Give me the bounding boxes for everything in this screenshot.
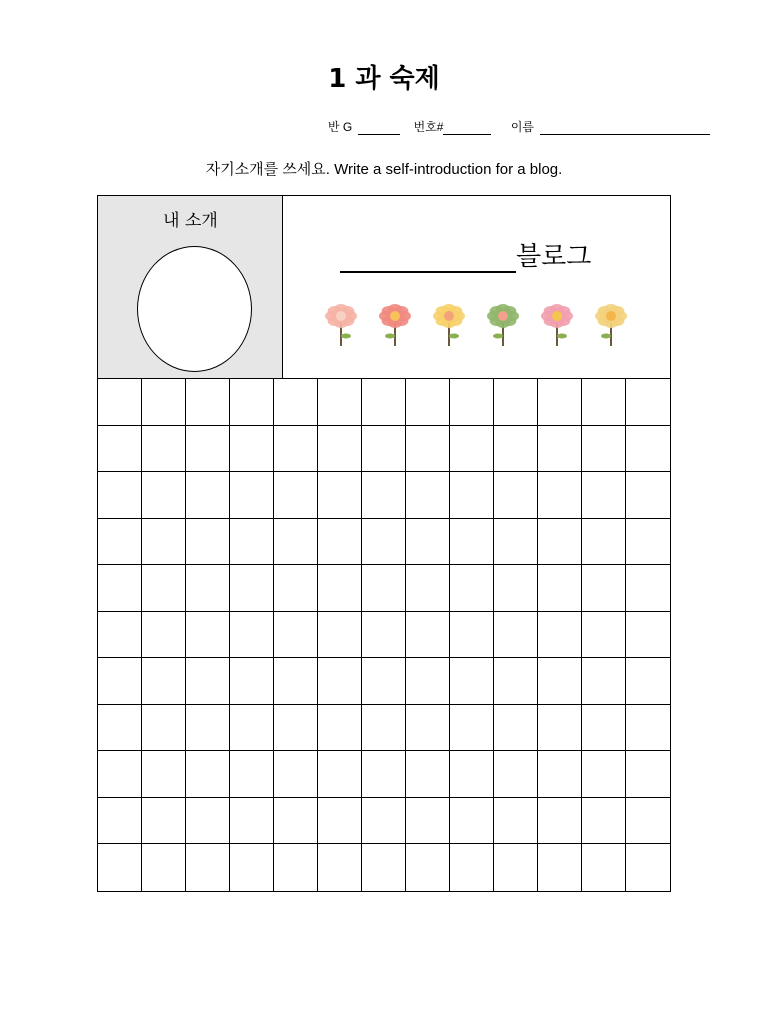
grid-cell[interactable] bbox=[318, 612, 362, 659]
grid-cell[interactable] bbox=[450, 705, 494, 752]
grid-cell[interactable] bbox=[318, 705, 362, 752]
grid-cell[interactable] bbox=[626, 565, 670, 612]
grid-cell[interactable] bbox=[318, 844, 362, 891]
grid-cell[interactable] bbox=[274, 519, 318, 566]
grid-cell[interactable] bbox=[582, 658, 626, 705]
grid-cell[interactable] bbox=[406, 612, 450, 659]
grid-cell[interactable] bbox=[450, 612, 494, 659]
grid-cell[interactable] bbox=[494, 426, 538, 473]
grid-cell[interactable] bbox=[186, 379, 230, 426]
grid-cell[interactable] bbox=[450, 751, 494, 798]
number-field[interactable] bbox=[443, 122, 491, 135]
grid-cell[interactable] bbox=[318, 751, 362, 798]
grid-cell[interactable] bbox=[230, 426, 274, 473]
grid-cell[interactable] bbox=[582, 751, 626, 798]
name-field[interactable] bbox=[540, 122, 710, 135]
grid-cell[interactable] bbox=[406, 379, 450, 426]
grid-cell[interactable] bbox=[142, 751, 186, 798]
grid-cell[interactable] bbox=[494, 472, 538, 519]
grid-cell[interactable] bbox=[186, 705, 230, 752]
pink-tulip-icon bbox=[325, 304, 357, 346]
grid-cell[interactable] bbox=[406, 472, 450, 519]
grid-cell[interactable] bbox=[450, 798, 494, 845]
grid-cell[interactable] bbox=[406, 565, 450, 612]
grid-cell[interactable] bbox=[142, 426, 186, 473]
profile-box bbox=[98, 196, 283, 378]
grid-cell[interactable] bbox=[582, 565, 626, 612]
grid-cell[interactable] bbox=[450, 658, 494, 705]
grid-cell[interactable] bbox=[494, 379, 538, 426]
grid-cell[interactable] bbox=[274, 379, 318, 426]
grid-cell[interactable] bbox=[494, 844, 538, 891]
blog-name-blank[interactable] bbox=[340, 243, 516, 273]
grid-cell[interactable] bbox=[626, 519, 670, 566]
grid-cell[interactable] bbox=[450, 844, 494, 891]
grid-cell[interactable] bbox=[362, 426, 406, 473]
grid-cell[interactable] bbox=[538, 658, 582, 705]
grid-cell[interactable] bbox=[98, 519, 142, 566]
grid-cell[interactable] bbox=[98, 658, 142, 705]
grid-cell[interactable] bbox=[450, 565, 494, 612]
grid-cell[interactable] bbox=[142, 658, 186, 705]
grid-cell[interactable] bbox=[274, 798, 318, 845]
grid-cell[interactable] bbox=[230, 379, 274, 426]
grid-cell[interactable] bbox=[626, 426, 670, 473]
grid-cell[interactable] bbox=[450, 472, 494, 519]
grid-cell[interactable] bbox=[186, 751, 230, 798]
pink-daisy-icon bbox=[541, 304, 573, 346]
grid-cell[interactable] bbox=[98, 705, 142, 752]
grid-cell[interactable] bbox=[274, 472, 318, 519]
grid-cell[interactable] bbox=[494, 751, 538, 798]
grid-cell[interactable] bbox=[142, 379, 186, 426]
grid-cell[interactable] bbox=[274, 565, 318, 612]
grid-cell[interactable] bbox=[318, 472, 362, 519]
grid-cell[interactable] bbox=[98, 426, 142, 473]
grid-cell[interactable] bbox=[406, 705, 450, 752]
page-title: 1 과 숙제 bbox=[328, 64, 440, 94]
grid-cell[interactable] bbox=[274, 705, 318, 752]
grid-cell[interactable] bbox=[582, 426, 626, 473]
number-label: 번호# bbox=[413, 120, 444, 134]
worksheet bbox=[97, 195, 671, 892]
writing-grid bbox=[98, 378, 670, 891]
grid-cell[interactable] bbox=[230, 519, 274, 566]
grid-cell[interactable] bbox=[626, 658, 670, 705]
grid-cell[interactable] bbox=[362, 379, 406, 426]
grid-cell[interactable] bbox=[582, 844, 626, 891]
grid-cell[interactable] bbox=[230, 751, 274, 798]
grid-cell[interactable] bbox=[98, 472, 142, 519]
student-info-line bbox=[328, 118, 714, 135]
grid-cell[interactable] bbox=[98, 751, 142, 798]
grid-cell[interactable] bbox=[318, 658, 362, 705]
grid-cell[interactable] bbox=[538, 705, 582, 752]
grid-cell[interactable] bbox=[450, 426, 494, 473]
grid-cell[interactable] bbox=[582, 519, 626, 566]
grid-cell[interactable] bbox=[362, 612, 406, 659]
instruction-text: 자기소개를 쓰세요. Write a self-introduction for a blog. bbox=[205, 161, 563, 178]
grid-cell[interactable] bbox=[186, 798, 230, 845]
grid-cell[interactable] bbox=[362, 519, 406, 566]
grid-cell[interactable] bbox=[362, 844, 406, 891]
grid-cell[interactable] bbox=[538, 472, 582, 519]
grid-cell[interactable] bbox=[142, 472, 186, 519]
grid-cell[interactable] bbox=[230, 472, 274, 519]
grid-cell[interactable] bbox=[142, 612, 186, 659]
grid-cell[interactable] bbox=[494, 705, 538, 752]
grid-cell[interactable] bbox=[230, 612, 274, 659]
grid-cell[interactable] bbox=[406, 426, 450, 473]
grid-cell[interactable] bbox=[230, 658, 274, 705]
grid-cell[interactable] bbox=[538, 519, 582, 566]
grid-cell[interactable] bbox=[318, 519, 362, 566]
grid-cell[interactable] bbox=[98, 565, 142, 612]
grid-cell[interactable] bbox=[494, 658, 538, 705]
grid-cell[interactable] bbox=[538, 751, 582, 798]
grid-cell[interactable] bbox=[494, 565, 538, 612]
grid-cell[interactable] bbox=[362, 472, 406, 519]
grid-cell[interactable] bbox=[582, 612, 626, 659]
grid-cell[interactable] bbox=[538, 612, 582, 659]
grid-cell[interactable] bbox=[362, 565, 406, 612]
grid-cell[interactable] bbox=[538, 565, 582, 612]
grid-cell[interactable] bbox=[274, 751, 318, 798]
grid-cell[interactable] bbox=[186, 426, 230, 473]
grid-cell[interactable] bbox=[626, 379, 670, 426]
grid-cell[interactable] bbox=[318, 798, 362, 845]
blog-title-suffix: 블로그 bbox=[516, 242, 592, 272]
grid-cell[interactable] bbox=[98, 379, 142, 426]
grid-cell[interactable] bbox=[538, 844, 582, 891]
grid-cell[interactable] bbox=[274, 844, 318, 891]
grid-cell[interactable] bbox=[494, 519, 538, 566]
grid-cell[interactable] bbox=[626, 612, 670, 659]
grid-cell[interactable] bbox=[362, 658, 406, 705]
grid-cell[interactable] bbox=[538, 798, 582, 845]
coral-flower-icon bbox=[379, 304, 411, 346]
grid-cell[interactable] bbox=[274, 658, 318, 705]
grid-cell[interactable] bbox=[98, 798, 142, 845]
grid-cell[interactable] bbox=[230, 705, 274, 752]
profile-label: 내 소개 bbox=[163, 211, 218, 231]
grid-cell[interactable] bbox=[186, 519, 230, 566]
name-label: 이름 bbox=[510, 120, 534, 134]
yellow-daisy-icon bbox=[595, 304, 627, 346]
grid-cell[interactable] bbox=[362, 751, 406, 798]
grid-cell[interactable] bbox=[274, 426, 318, 473]
grid-cell[interactable] bbox=[626, 751, 670, 798]
grid-cell[interactable] bbox=[406, 798, 450, 845]
yellow-flower-icon bbox=[433, 304, 465, 346]
grid-cell[interactable] bbox=[230, 565, 274, 612]
grid-cell[interactable] bbox=[582, 705, 626, 752]
grid-cell[interactable] bbox=[142, 798, 186, 845]
grid-cell[interactable] bbox=[274, 612, 318, 659]
grid-cell[interactable] bbox=[362, 705, 406, 752]
grid-cell[interactable] bbox=[450, 519, 494, 566]
grid-cell[interactable] bbox=[582, 472, 626, 519]
grid-cell[interactable] bbox=[494, 612, 538, 659]
class-label: 반 G bbox=[328, 120, 353, 134]
grid-cell[interactable] bbox=[626, 705, 670, 752]
grid-cell[interactable] bbox=[582, 379, 626, 426]
grid-cell[interactable] bbox=[230, 798, 274, 845]
grid-cell[interactable] bbox=[142, 519, 186, 566]
grid-cell[interactable] bbox=[186, 844, 230, 891]
grid-cell[interactable] bbox=[98, 612, 142, 659]
grid-cell[interactable] bbox=[362, 798, 406, 845]
grid-cell[interactable] bbox=[406, 658, 450, 705]
grid-cell[interactable] bbox=[494, 798, 538, 845]
grid-cell[interactable] bbox=[318, 426, 362, 473]
grid-cell[interactable] bbox=[626, 798, 670, 845]
green-flower-icon bbox=[487, 304, 519, 346]
grid-cell[interactable] bbox=[142, 705, 186, 752]
profile-photo-placeholder[interactable] bbox=[137, 246, 252, 372]
grid-cell[interactable] bbox=[186, 565, 230, 612]
grid-cell[interactable] bbox=[142, 565, 186, 612]
blog-title bbox=[340, 236, 591, 273]
grid-cell[interactable] bbox=[626, 844, 670, 891]
grid-cell[interactable] bbox=[406, 751, 450, 798]
grid-cell[interactable] bbox=[626, 472, 670, 519]
flower-decoration bbox=[311, 298, 641, 350]
grid-cell[interactable] bbox=[98, 844, 142, 891]
class-field[interactable] bbox=[358, 122, 400, 135]
grid-cell[interactable] bbox=[318, 379, 362, 426]
grid-cell[interactable] bbox=[538, 379, 582, 426]
grid-cell[interactable] bbox=[186, 472, 230, 519]
grid-cell[interactable] bbox=[186, 658, 230, 705]
grid-cell[interactable] bbox=[142, 844, 186, 891]
grid-cell[interactable] bbox=[406, 519, 450, 566]
grid-cell[interactable] bbox=[186, 612, 230, 659]
grid-cell[interactable] bbox=[538, 426, 582, 473]
grid-cell[interactable] bbox=[230, 844, 274, 891]
grid-cell[interactable] bbox=[582, 798, 626, 845]
grid-cell[interactable] bbox=[406, 844, 450, 891]
grid-cell[interactable] bbox=[450, 379, 494, 426]
grid-cell[interactable] bbox=[318, 565, 362, 612]
